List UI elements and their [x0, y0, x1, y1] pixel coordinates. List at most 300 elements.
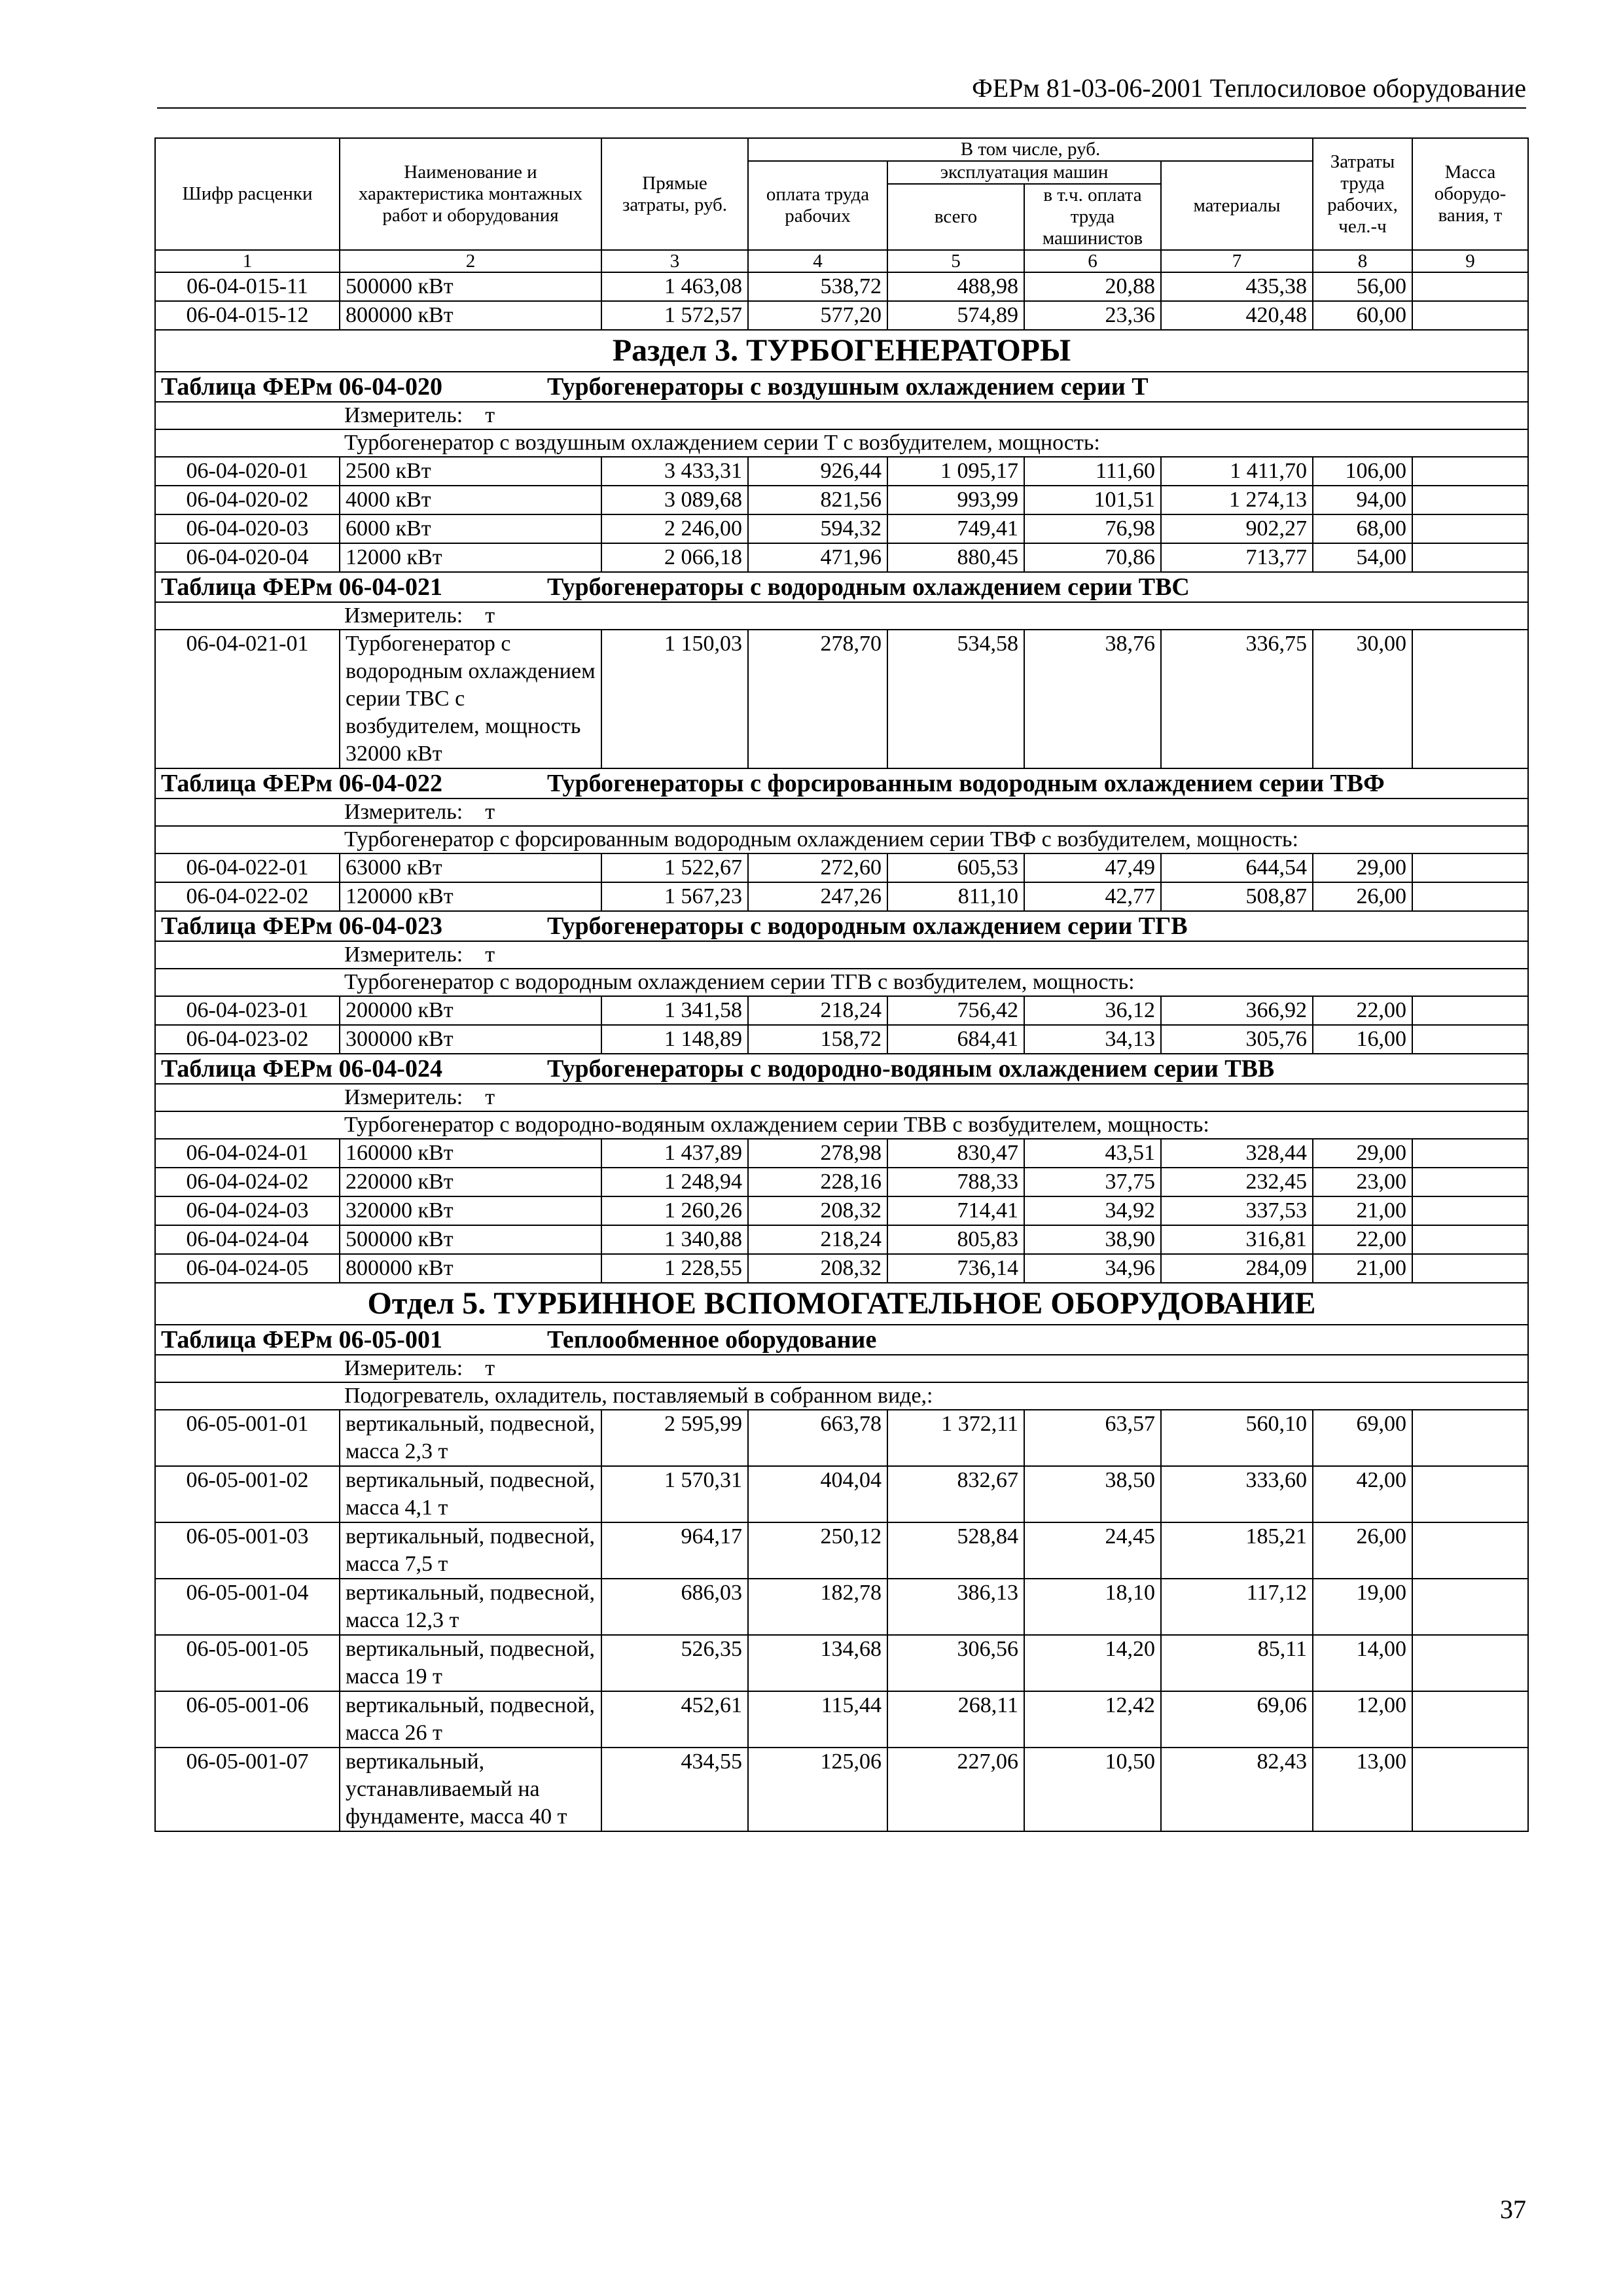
- machinists-pay: 111,60: [1024, 457, 1161, 486]
- machines-total: 684,41: [887, 1025, 1024, 1054]
- machines-total: 714,41: [887, 1196, 1024, 1225]
- col-number: 4: [748, 250, 887, 272]
- materials-cost: 366,92: [1161, 996, 1313, 1025]
- rate-code: 06-05-001-04: [155, 1579, 340, 1635]
- direct-cost: 2 595,99: [601, 1410, 748, 1466]
- labor-hours: 22,00: [1313, 996, 1412, 1025]
- item-name: вертикальный, подвесной, масса 12,3 т: [340, 1579, 601, 1635]
- equipment-mass: [1412, 486, 1528, 514]
- materials-cost: 560,10: [1161, 1410, 1313, 1466]
- measure-row: [155, 1355, 1528, 1382]
- table-row: [155, 1168, 1528, 1196]
- machines-total: 574,89: [887, 301, 1024, 330]
- table-subtitle: Турбогенератор с водородно-водяным охлаждением серии ТВВ с возбудителем, мощность:: [344, 1113, 1209, 1137]
- labor-hours: 13,00: [1313, 1748, 1412, 1831]
- materials-cost: 305,76: [1161, 1025, 1313, 1054]
- rate-code: 06-04-015-11: [155, 272, 340, 301]
- machinists-pay: 38,50: [1024, 1466, 1161, 1522]
- item-name: 500000 кВт: [340, 272, 601, 301]
- direct-cost: 452,61: [601, 1691, 748, 1748]
- measure-label: Измеритель:: [344, 800, 463, 824]
- machinists-pay: 14,20: [1024, 1635, 1161, 1691]
- labor-hours: 29,00: [1313, 1139, 1412, 1168]
- equipment-mass: [1412, 1196, 1528, 1225]
- machines-total: 227,06: [887, 1748, 1024, 1831]
- item-name: вертикальный, подвесной, масса 2,3 т: [340, 1410, 601, 1466]
- table-row: [155, 1025, 1528, 1054]
- table-row: [155, 853, 1528, 882]
- labor-pay: 471,96: [748, 543, 887, 572]
- table-row: [155, 1466, 1528, 1522]
- direct-cost: 964,17: [601, 1522, 748, 1579]
- table-heading-row: [155, 768, 1528, 798]
- materials-cost: 902,27: [1161, 514, 1313, 543]
- materials-cost: 713,77: [1161, 543, 1313, 572]
- direct-cost: 1 463,08: [601, 272, 748, 301]
- measure-unit: т: [485, 603, 495, 628]
- table-row: [155, 272, 1528, 301]
- table-id: Таблица ФЕРм 06-04-024: [161, 1055, 442, 1083]
- machines-total: 788,33: [887, 1168, 1024, 1196]
- table-row: [155, 1410, 1528, 1466]
- labor-hours: 22,00: [1313, 1225, 1412, 1254]
- table-row: [155, 1691, 1528, 1748]
- equipment-mass: [1412, 1691, 1528, 1748]
- item-name: 160000 кВт: [340, 1139, 601, 1168]
- table-heading-row: [155, 1054, 1528, 1084]
- equipment-mass: [1412, 1225, 1528, 1254]
- labor-pay: 115,44: [748, 1691, 887, 1748]
- equipment-mass: [1412, 853, 1528, 882]
- machinists-pay: 47,49: [1024, 853, 1161, 882]
- equipment-mass: [1412, 882, 1528, 911]
- rate-code: 06-04-020-03: [155, 514, 340, 543]
- machines-total: 534,58: [887, 630, 1024, 768]
- equipment-mass: [1412, 514, 1528, 543]
- rate-code: 06-04-023-01: [155, 996, 340, 1025]
- labor-hours: 68,00: [1313, 514, 1412, 543]
- table-subtitle: Турбогенератор с водородным охлаждением серии ТГВ с возбудителем, мощность:: [344, 970, 1135, 994]
- rate-code: 06-05-001-02: [155, 1466, 340, 1522]
- rate-code: 06-05-001-06: [155, 1691, 340, 1748]
- subtitle-row: [155, 969, 1528, 996]
- direct-cost: 1 228,55: [601, 1254, 748, 1283]
- labor-hours: 69,00: [1313, 1410, 1412, 1466]
- direct-cost: 1 437,89: [601, 1139, 748, 1168]
- labor-pay: 278,98: [748, 1139, 887, 1168]
- labor-hours: 54,00: [1313, 543, 1412, 572]
- column-numbers-row: [155, 250, 1528, 272]
- materials-cost: 435,38: [1161, 272, 1313, 301]
- subtitle-row: [155, 826, 1528, 853]
- labor-hours: 12,00: [1313, 1691, 1412, 1748]
- section-title-row: [155, 330, 1528, 372]
- measure-row: [155, 1084, 1528, 1111]
- item-name: вертикальный, подвесной, масса 26 т: [340, 1691, 601, 1748]
- labor-pay: 577,20: [748, 301, 887, 330]
- item-name: 300000 кВт: [340, 1025, 601, 1054]
- rate-code: 06-05-001-01: [155, 1410, 340, 1466]
- table-id: Таблица ФЕРм 06-05-001: [161, 1326, 442, 1354]
- measure-label: Измеритель:: [344, 942, 463, 967]
- table-row: [155, 1196, 1528, 1225]
- col-number: 5: [887, 250, 1024, 272]
- materials-cost: 328,44: [1161, 1139, 1313, 1168]
- labor-pay: 821,56: [748, 486, 887, 514]
- table-row: [155, 1748, 1528, 1831]
- item-name: 320000 кВт: [340, 1196, 601, 1225]
- labor-pay: 134,68: [748, 1635, 887, 1691]
- labor-hours: 23,00: [1313, 1168, 1412, 1196]
- table-heading-row: [155, 911, 1528, 941]
- machines-total: 749,41: [887, 514, 1024, 543]
- table-subtitle: Подогреватель, охладитель, поставляемый в собранном виде,:: [344, 1384, 933, 1408]
- rate-code: 06-04-024-04: [155, 1225, 340, 1254]
- machines-total: 386,13: [887, 1579, 1024, 1635]
- col-number: 8: [1313, 250, 1412, 272]
- measure-row: [155, 602, 1528, 630]
- table-header: [155, 138, 1528, 272]
- machinists-pay: 37,75: [1024, 1168, 1161, 1196]
- equipment-mass: [1412, 1168, 1528, 1196]
- rate-code: 06-05-001-03: [155, 1522, 340, 1579]
- col-incl-header: В том числе, руб.: [748, 138, 1313, 161]
- table-heading-row: [155, 1325, 1528, 1355]
- table-row: [155, 1254, 1528, 1283]
- item-name: вертикальный, устанавливаемый на фундаменте, масса 40 т: [340, 1748, 601, 1831]
- labor-hours: 14,00: [1313, 1635, 1412, 1691]
- labor-pay: 594,32: [748, 514, 887, 543]
- table-title: Турбогенераторы с воздушным охлаждением серии Т: [547, 373, 1149, 401]
- labor-pay: 208,32: [748, 1196, 887, 1225]
- materials-cost: 337,53: [1161, 1196, 1313, 1225]
- col-number: 6: [1024, 250, 1161, 272]
- direct-cost: 686,03: [601, 1579, 748, 1635]
- table-row: [155, 1522, 1528, 1579]
- rate-code: 06-04-021-01: [155, 630, 340, 768]
- subtitle-row: [155, 1382, 1528, 1410]
- rate-code: 06-04-022-01: [155, 853, 340, 882]
- equipment-mass: [1412, 1635, 1528, 1691]
- item-name: 6000 кВт: [340, 514, 601, 543]
- materials-cost: 69,06: [1161, 1691, 1313, 1748]
- labor-pay: 663,78: [748, 1410, 887, 1466]
- measure-label: Измеритель:: [344, 1356, 463, 1380]
- col-number: 7: [1161, 250, 1313, 272]
- machinists-pay: 76,98: [1024, 514, 1161, 543]
- rate-code: 06-04-023-02: [155, 1025, 340, 1054]
- measure-label: Измеритель:: [344, 603, 463, 628]
- equipment-mass: [1412, 996, 1528, 1025]
- rate-code: 06-04-022-02: [155, 882, 340, 911]
- direct-cost: 1 341,58: [601, 996, 748, 1025]
- direct-cost: 1 567,23: [601, 882, 748, 911]
- equipment-mass: [1412, 1466, 1528, 1522]
- machines-total: 528,84: [887, 1522, 1024, 1579]
- machinists-pay: 70,86: [1024, 543, 1161, 572]
- table-id: Таблица ФЕРм 06-04-020: [161, 373, 442, 401]
- table-title: Турбогенераторы с водородным охлаждением серии ТВС: [547, 573, 1190, 601]
- labor-pay: 247,26: [748, 882, 887, 911]
- measure-row: [155, 941, 1528, 969]
- table-title: Турбогенераторы с водородно-водяным охлаждением серии ТВВ: [547, 1055, 1275, 1083]
- subtitle-row: [155, 1111, 1528, 1139]
- equipment-mass: [1412, 457, 1528, 486]
- materials-cost: 336,75: [1161, 630, 1313, 768]
- labor-pay: 404,04: [748, 1466, 887, 1522]
- machinists-pay: 34,96: [1024, 1254, 1161, 1283]
- col-number: 1: [155, 250, 340, 272]
- col-machinists-pay-header: в т.ч. оплата труда машинистов: [1024, 184, 1161, 250]
- item-name: 63000 кВт: [340, 853, 601, 882]
- direct-cost: 1 570,31: [601, 1466, 748, 1522]
- machinists-pay: 43,51: [1024, 1139, 1161, 1168]
- labor-hours: 30,00: [1313, 630, 1412, 768]
- measure-label: Измеритель:: [344, 403, 463, 427]
- materials-cost: 333,60: [1161, 1466, 1313, 1522]
- machinists-pay: 20,88: [1024, 272, 1161, 301]
- item-name: Турбогенератор с водородным охлаждением серии ТВС с возбудителем, мощность 32000 кВт: [340, 630, 601, 768]
- rate-code: 06-04-024-02: [155, 1168, 340, 1196]
- department-title-row: [155, 1283, 1528, 1325]
- direct-cost: 2 246,00: [601, 514, 748, 543]
- labor-pay: 228,16: [748, 1168, 887, 1196]
- machines-total: 1 372,11: [887, 1410, 1024, 1466]
- labor-pay: 926,44: [748, 457, 887, 486]
- direct-cost: 1 522,67: [601, 853, 748, 882]
- item-name: 4000 кВт: [340, 486, 601, 514]
- equipment-mass: [1412, 1410, 1528, 1466]
- labor-hours: 29,00: [1313, 853, 1412, 882]
- page-header: ФЕРм 81-03-06-2001 Теплосиловое оборудование: [157, 72, 1526, 109]
- direct-cost: 3 433,31: [601, 457, 748, 486]
- table-row: [155, 486, 1528, 514]
- rate-code: 06-04-020-04: [155, 543, 340, 572]
- col-number: 9: [1412, 250, 1528, 272]
- machinists-pay: 101,51: [1024, 486, 1161, 514]
- rate-code: 06-04-020-01: [155, 457, 340, 486]
- direct-cost: 1 148,89: [601, 1025, 748, 1054]
- machinists-pay: 34,92: [1024, 1196, 1161, 1225]
- direct-cost: 1 260,26: [601, 1196, 748, 1225]
- equipment-mass: [1412, 1579, 1528, 1635]
- direct-cost: 3 089,68: [601, 486, 748, 514]
- item-name: вертикальный, подвесной, масса 7,5 т: [340, 1522, 601, 1579]
- machinists-pay: 63,57: [1024, 1410, 1161, 1466]
- machinists-pay: 18,10: [1024, 1579, 1161, 1635]
- machines-total: 488,98: [887, 272, 1024, 301]
- direct-cost: 526,35: [601, 1635, 748, 1691]
- col-mass-header: Масса оборудо-вания, т: [1412, 138, 1528, 250]
- equipment-mass: [1412, 272, 1528, 301]
- item-name: вертикальный, подвесной, масса 4,1 т: [340, 1466, 601, 1522]
- table-subtitle: Турбогенератор с воздушным охлаждением серии Т с возбудителем, мощность:: [344, 431, 1100, 455]
- section-title: Раздел 3. ТУРБОГЕНЕРАТОРЫ: [155, 330, 1528, 372]
- col-machines-total-header: всего: [887, 184, 1024, 250]
- rate-code: 06-04-024-05: [155, 1254, 340, 1283]
- direct-cost: 1 150,03: [601, 630, 748, 768]
- table-id: Таблица ФЕРм 06-04-021: [161, 573, 442, 601]
- table-row: [155, 1139, 1528, 1168]
- col-direct-header: Прямые затраты, руб.: [601, 138, 748, 250]
- table-title: Теплообменное оборудование: [547, 1326, 877, 1354]
- col-materials-header: материалы: [1161, 161, 1313, 250]
- machinists-pay: 12,42: [1024, 1691, 1161, 1748]
- materials-cost: 284,09: [1161, 1254, 1313, 1283]
- equipment-mass: [1412, 1139, 1528, 1168]
- table-id: Таблица ФЕРм 06-04-023: [161, 912, 442, 940]
- rate-code: 06-05-001-05: [155, 1635, 340, 1691]
- table-row: [155, 1579, 1528, 1635]
- direct-cost: 1 572,57: [601, 301, 748, 330]
- labor-pay: 158,72: [748, 1025, 887, 1054]
- machinists-pay: 42,77: [1024, 882, 1161, 911]
- col-name-header: Наименование и характеристика монтажных работ и оборудования: [340, 138, 601, 250]
- table-heading-row: [155, 572, 1528, 602]
- table-row: [155, 543, 1528, 572]
- equipment-mass: [1412, 1748, 1528, 1831]
- item-name: 800000 кВт: [340, 301, 601, 330]
- labor-pay: 125,06: [748, 1748, 887, 1831]
- labor-hours: 21,00: [1313, 1254, 1412, 1283]
- rate-code: 06-05-001-07: [155, 1748, 340, 1831]
- subtitle-row: [155, 429, 1528, 457]
- direct-cost: 2 066,18: [601, 543, 748, 572]
- labor-pay: 182,78: [748, 1579, 887, 1635]
- rate-code: 06-04-015-12: [155, 301, 340, 330]
- labor-hours: 26,00: [1313, 1522, 1412, 1579]
- measure-unit: т: [485, 1356, 495, 1380]
- measure-unit: т: [485, 1085, 495, 1109]
- rate-code: 06-04-024-03: [155, 1196, 340, 1225]
- materials-cost: 316,81: [1161, 1225, 1313, 1254]
- equipment-mass: [1412, 1522, 1528, 1579]
- measure-label: Измеритель:: [344, 1085, 463, 1109]
- col-code-header: Шифр расценки: [155, 138, 340, 250]
- labor-pay: 278,70: [748, 630, 887, 768]
- equipment-mass: [1412, 1254, 1528, 1283]
- equipment-mass: [1412, 301, 1528, 330]
- materials-cost: 82,43: [1161, 1748, 1313, 1831]
- direct-cost: 1 248,94: [601, 1168, 748, 1196]
- labor-pay: 250,12: [748, 1522, 887, 1579]
- direct-cost: 434,55: [601, 1748, 748, 1831]
- direct-cost: 1 340,88: [601, 1225, 748, 1254]
- col-number: 2: [340, 250, 601, 272]
- labor-pay: 208,32: [748, 1254, 887, 1283]
- labor-hours: 42,00: [1313, 1466, 1412, 1522]
- materials-cost: 117,12: [1161, 1579, 1313, 1635]
- item-name: 120000 кВт: [340, 882, 601, 911]
- item-name: 220000 кВт: [340, 1168, 601, 1196]
- department-title: Отдел 5. ТУРБИННОЕ ВСПОМОГАТЕЛЬНОЕ ОБОРУДОВАНИЕ: [155, 1283, 1528, 1325]
- labor-pay: 538,72: [748, 272, 887, 301]
- page-number: 37: [1500, 2195, 1526, 2224]
- labor-hours: 106,00: [1313, 457, 1412, 486]
- table-heading-row: [155, 372, 1528, 402]
- table-id: Таблица ФЕРм 06-04-022: [161, 770, 442, 797]
- col-machines-header: эксплуатация машин: [887, 161, 1161, 184]
- machines-total: 268,11: [887, 1691, 1024, 1748]
- table-row: [155, 514, 1528, 543]
- machinists-pay: 34,13: [1024, 1025, 1161, 1054]
- machines-total: 993,99: [887, 486, 1024, 514]
- labor-hours: 19,00: [1313, 1579, 1412, 1635]
- materials-cost: 508,87: [1161, 882, 1313, 911]
- table-row: [155, 1225, 1528, 1254]
- item-name: вертикальный, подвесной, масса 19 т: [340, 1635, 601, 1691]
- table-row: [155, 996, 1528, 1025]
- rate-code: 06-04-024-01: [155, 1139, 340, 1168]
- materials-cost: 185,21: [1161, 1522, 1313, 1579]
- labor-pay: 218,24: [748, 996, 887, 1025]
- materials-cost: 644,54: [1161, 853, 1313, 882]
- measure-unit: т: [485, 403, 495, 427]
- measure-row: [155, 798, 1528, 826]
- measure-row: [155, 402, 1528, 429]
- labor-pay: 272,60: [748, 853, 887, 882]
- materials-cost: 420,48: [1161, 301, 1313, 330]
- labor-hours: 60,00: [1313, 301, 1412, 330]
- table-title: Турбогенераторы с форсированным водородным охлаждением серии ТВФ: [547, 770, 1385, 797]
- machines-total: 605,53: [887, 853, 1024, 882]
- equipment-mass: [1412, 1025, 1528, 1054]
- col-number: 3: [601, 250, 748, 272]
- labor-hours: 21,00: [1313, 1196, 1412, 1225]
- table-row: [155, 457, 1528, 486]
- machines-total: 811,10: [887, 882, 1024, 911]
- machinists-pay: 23,36: [1024, 301, 1161, 330]
- table-row: [155, 1635, 1528, 1691]
- machines-total: 880,45: [887, 543, 1024, 572]
- labor-hours: 94,00: [1313, 486, 1412, 514]
- item-name: 2500 кВт: [340, 457, 601, 486]
- table-row: [155, 882, 1528, 911]
- measure-unit: т: [485, 942, 495, 967]
- table-row: [155, 630, 1528, 768]
- measure-unit: т: [485, 800, 495, 824]
- table-body: [155, 272, 1528, 1831]
- machinists-pay: 38,90: [1024, 1225, 1161, 1254]
- machines-total: 830,47: [887, 1139, 1024, 1168]
- machinists-pay: 24,45: [1024, 1522, 1161, 1579]
- labor-hours: 26,00: [1313, 882, 1412, 911]
- equipment-mass: [1412, 630, 1528, 768]
- labor-hours: 16,00: [1313, 1025, 1412, 1054]
- machinists-pay: 36,12: [1024, 996, 1161, 1025]
- item-name: 800000 кВт: [340, 1254, 601, 1283]
- machines-total: 832,67: [887, 1466, 1024, 1522]
- machines-total: 805,83: [887, 1225, 1024, 1254]
- machines-total: 1 095,17: [887, 457, 1024, 486]
- machinists-pay: 38,76: [1024, 630, 1161, 768]
- price-table: [154, 137, 1529, 1832]
- labor-hours: 56,00: [1313, 272, 1412, 301]
- machines-total: 306,56: [887, 1635, 1024, 1691]
- item-name: 500000 кВт: [340, 1225, 601, 1254]
- table-row: [155, 301, 1528, 330]
- materials-cost: 232,45: [1161, 1168, 1313, 1196]
- table-subtitle: Турбогенератор с форсированным водородным охлаждением серии ТВФ с возбудителем, мощность:: [344, 827, 1298, 852]
- machinists-pay: 10,50: [1024, 1748, 1161, 1831]
- machines-total: 756,42: [887, 996, 1024, 1025]
- table-title: Турбогенераторы с водородным охлаждением серии ТГВ: [547, 912, 1188, 940]
- col-labor-pay-header: оплата труда рабочих: [748, 161, 887, 250]
- materials-cost: 85,11: [1161, 1635, 1313, 1691]
- materials-cost: 1 411,70: [1161, 457, 1313, 486]
- rate-code: 06-04-020-02: [155, 486, 340, 514]
- item-name: 12000 кВт: [340, 543, 601, 572]
